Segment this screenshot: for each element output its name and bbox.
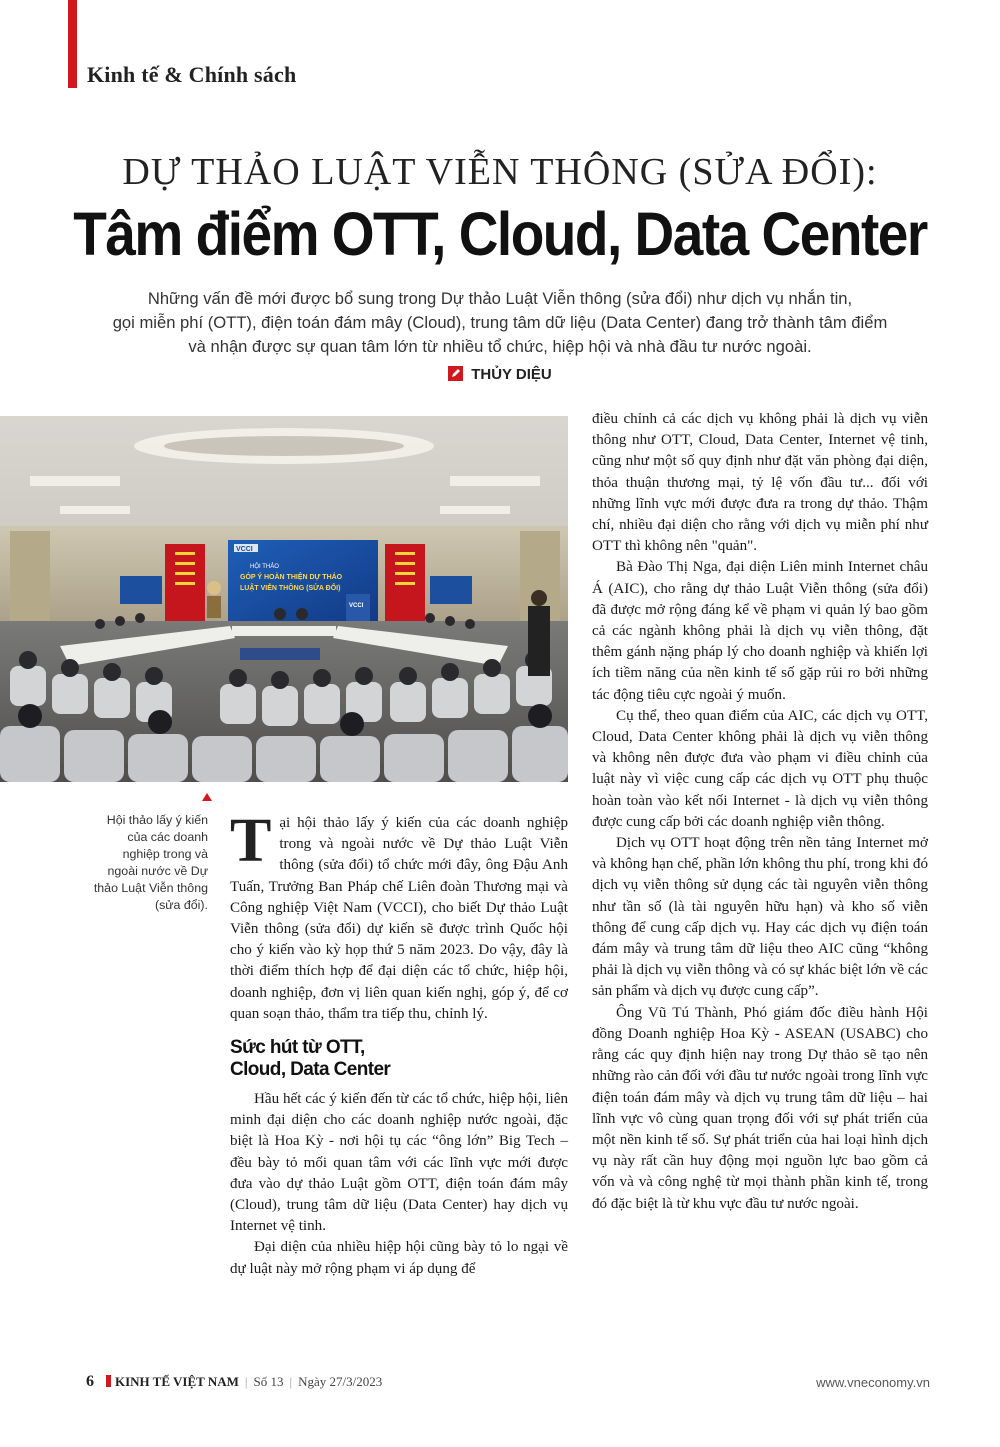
issue-date: Ngày 27/3/2023 <box>298 1374 383 1389</box>
conference-photo <box>0 416 568 782</box>
lead-line: và nhận được sự quan tâm lớn từ nhiều tổ chức, hiệp hội và nhà đầu tư nước ngoài. <box>188 337 812 356</box>
lead-paragraph <box>90 287 910 359</box>
byline <box>0 366 1000 383</box>
article-paragraph: Hầu hết các ý kiến đến từ các tổ chức, hiệp hội, liên minh đại diện cho các doanh nghiệp nước ngoài, đặc biệt là Hoa Kỳ - nơi hội tụ các “ông lớn” Big Tech – đều bày tỏ mối quan tâm với các lĩnh vực mới được đưa vào dự thảo Luật gồm OTT, điện toán đám mây (Cloud), trung tâm dữ liệu (Data Center) hay dịch vụ Internet vệ tinh. <box>230 1091 568 1235</box>
article-paragraph: Bà Đào Thị Nga, đại diện Liên minh Internet châu Á (AIC), cho rằng dự thảo Luật Viễn thông (sửa đổi) đã được mở rộng đáng kể về phạm vi quản lý bao gồm cả các ngành không phải là dịch vụ viễn thông, đặt thêm gánh nặng pháp lý cho doanh nghiệp và khiến lợi ích tiềm năng của nền kinh tế số gặp rủi ro bởi những tác động tiêu cực ngoài ý muốn. <box>592 559 928 703</box>
screen-brand: VCCI <box>236 546 253 553</box>
subheading <box>230 1037 568 1081</box>
headline: Tâm điểm OTT, Cloud, Data Center <box>73 199 927 269</box>
headline-kicker: DỰ THẢO LUẬT VIỄN THÔNG (SỬA ĐỔI): <box>122 151 878 193</box>
pen-icon <box>448 366 463 381</box>
subheading-line: Cloud, Data Center <box>230 1059 391 1081</box>
magazine-mark-icon <box>106 1375 111 1387</box>
section-label: Kinh tế & Chính sách <box>87 62 297 87</box>
drop-cap: T <box>230 807 272 875</box>
screen-line: HỘI THẢO <box>250 564 279 570</box>
section-accent-bar <box>68 0 77 88</box>
screen-line: LUẬT VIỄN THÔNG (SỬA ĐỔI) <box>240 585 341 592</box>
photo-caption: Hội thảo lấy ý kiến của các doanh nghiệp trong và ngoài nước về Dự thảo Luật Viễn thông (sửa đổi). <box>93 813 208 912</box>
article-intro <box>230 807 568 1025</box>
article-column-right <box>592 409 928 1215</box>
author-name: THỦY DIỆU <box>471 366 552 383</box>
article-paragraph: Dịch vụ OTT hoạt động trên nền tảng Internet mở và không hạn chế, phần lớn không thu phí, trong khi đó dịch vụ viễn thông sử dụng các tài nguyên viễn thông như tần số (là tài nguyên hữu hạn) và kho số viễn thông để cung cấp dịch vụ. Hay các dịch vụ điện toán đám mây và trung tâm dữ liệu theo AIC cũng “không phải là dịch vụ viễn thông và có sự khác biệt lớn về các sản phẩm và dịch vụ được cung cấp”. <box>592 835 928 1000</box>
screen-line: GÓP Ý HOÀN THIỆN DỰ THẢO <box>240 574 343 581</box>
magazine-name: KINH TẾ VIỆT NAM <box>115 1374 239 1389</box>
issue-number: Số 13 <box>253 1374 284 1389</box>
caption-arrow-icon <box>202 793 212 801</box>
podium-label: VCCI <box>349 603 364 609</box>
article-column-left <box>230 807 568 1280</box>
lead-line: Những vấn đề mới được bổ sung trong Dự thảo Luật Viễn thông (sửa đổi) như dịch vụ nhắn tin, <box>147 289 853 308</box>
lead-line: gọi miễn phí (OTT), điện toán đám mây (Cloud), trung tâm dữ liệu (Data Center) đang trở thành tâm điểm <box>112 313 888 332</box>
page-number: 6 <box>86 1373 94 1390</box>
article-paragraph: Đại diện của nhiều hiệp hội cũng bày tỏ lo ngại về dự luật này mở rộng phạm vi áp dụng để <box>230 1239 568 1277</box>
page-footer: 6 KINH TẾ VIỆT NAM | Số 13 | Ngày 27/3/2023 www.vneconomy.vn <box>86 1373 930 1390</box>
subheading-line: Sức hút từ OTT, <box>230 1037 365 1059</box>
website-link[interactable]: www.vneconomy.vn <box>816 1375 930 1390</box>
intro-text: ại hội thảo lấy ý kiến của các doanh nghiệp trong và ngoài nước về Dự thảo Luật Viễn thông (sửa đổi) tổ chức mới đây, ông Đậu Anh Tuấn, Trưởng Ban Pháp chế Liên đoàn Thương mại và Công nghiệp Việt Nam (VCCI), cho biết Dự thảo Luật Viễn thông (sửa đổi) dự kiến sẽ được trình Quốc hội cho ý kiến vào kỳ họp thứ 5 năm 2023. Do vậy, đây là thời điểm thích hợp để đại diện các tổ chức, hiệp hội, doanh nghiệp, đơn vị liên quan kiến nghị, góp ý, để cơ quan soạn thảo, thẩm tra tiếp thu, chỉnh lý. <box>230 815 568 1022</box>
article-paragraph: điều chỉnh cả các dịch vụ không phải là dịch vụ viễn thông như OTT, Cloud, Data Center, Internet vệ tinh, cũng như một số quy định như đặt văn phòng đại diện, thỏa thuận thương mại, tỷ lệ vốn đầu tư... đối với những lĩnh vực mới được đưa ra trong dự thảo. Thậm chí, nhiều đại diện cho rằng với dịch vụ miễn phí như OTT thì không nên "quản". <box>592 411 928 555</box>
article-paragraph: Ông Vũ Tú Thành, Phó giám đốc điều hành Hội đồng Doanh nghiệp Hoa Kỳ - ASEAN (USABC) cho rằng các quy định hiện nay trong Dự thảo sẽ tạo nên những rào cản đối với đầu tư nước ngoài trong lĩnh vực điện toán đám mây và dịch vụ trung tâm dữ liệu – hai lĩnh vực vô cùng quan trọng đối với sự phát triển của một nền kinh tế số. Sự phát triển của hai loại hình dịch vụ này rất cần huy động mọi nguồn lực bao gồm cả vốn và và công nghệ từ mọi thành phần kinh tế, trong đó đặc biệt là từ khu vực đầu tư nước ngoài. <box>592 1004 928 1212</box>
article-paragraph: Cụ thể, theo quan điểm của AIC, các dịch vụ OTT, Cloud, Data Center không phải là dịch vụ viễn thông và không nên được đưa vào phạm vi điều chỉnh của luật này vì việc cung cấp các dịch vụ OTT phụ thuộc hoàn toàn vào kết nối Internet - là dịch vụ viễn thông được cung cấp bởi các doanh nghiệp viễn thông. <box>592 707 928 830</box>
